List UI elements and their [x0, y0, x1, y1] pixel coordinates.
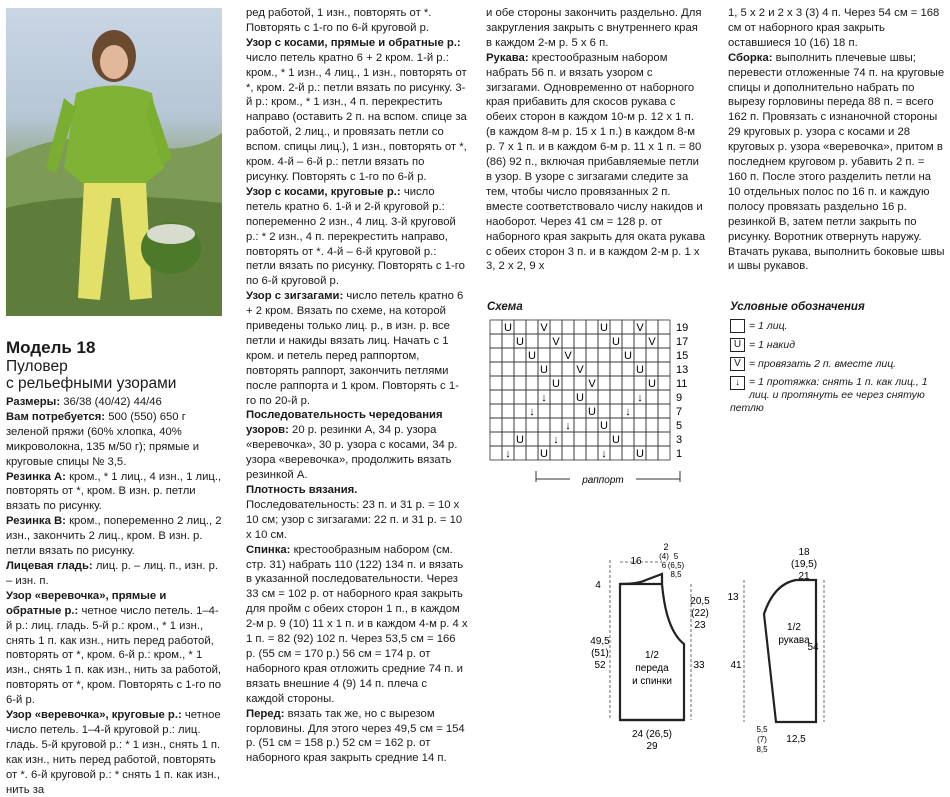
- schema-cell: [526, 320, 538, 334]
- k2tog-icon: V: [576, 364, 584, 376]
- schema-cell: [526, 390, 538, 404]
- schema-cell: [586, 418, 598, 432]
- schema-cell: [550, 362, 562, 376]
- schema-cell: [586, 362, 598, 376]
- yarn-over-icon: U: [612, 336, 620, 348]
- rope-flat-text: четное число петель. 1–4-й р.: лиц. гладь. 5-й р.: кром., * 1 изн., снять 1 п. как изн., нить перед работой, повторять от *, кром. 6-й р.: кром., * 1 изн., снять 1 п. как изн., нить за работой, повторять от *, кром. Повторять с 1-го по 6-й р.: [6, 604, 222, 707]
- sleeve-label-half: 1/2: [787, 622, 801, 633]
- schema-cell: [586, 432, 598, 446]
- garment-pattern-diagram: [586, 540, 948, 792]
- schema-cell: [538, 376, 550, 390]
- stst-text: лиц. р. – лиц. п., изн. р. – изн. п.: [6, 559, 219, 587]
- schema-cell: [658, 418, 670, 432]
- column-3: [486, 6, 706, 274]
- schema-cell: [490, 446, 502, 460]
- schema-cell: [574, 418, 586, 432]
- back-paragraph: [246, 543, 468, 707]
- schema-row-number: 1: [676, 448, 683, 460]
- schema-cell: [550, 404, 562, 418]
- schema-cell: [574, 446, 586, 460]
- column-2: [246, 6, 468, 766]
- yarn-over-icon: U: [636, 448, 644, 460]
- ribA-paragraph: [6, 470, 224, 515]
- legend-skp-text: = 1 протяжка: снять 1 п. как лиц., 1 лиц. и протянуть ее через снятую петлю: [730, 376, 928, 414]
- schema-cell: [646, 446, 658, 460]
- schema-cell: [658, 334, 670, 348]
- schema-cell: [502, 404, 514, 418]
- schema-cell: [502, 376, 514, 390]
- schema-cell: [622, 376, 634, 390]
- rope-round-text: четное число петель. 1–4-й круговой р.: лиц. гладь. 5-й круговой р.: * 1 изн., снять 1 п. как изн., нить перед работой, повторять от *. 6-й круговой р.: * снять 1 п. как изн., нить за: [6, 709, 221, 796]
- schema-cell: [562, 390, 574, 404]
- schema-cell: [490, 334, 502, 348]
- schema-cell: [490, 390, 502, 404]
- schema-cell: [574, 320, 586, 334]
- dim-side-41: 41: [730, 660, 742, 671]
- legend-item-knit: [730, 319, 940, 333]
- yarn-over-icon: U: [540, 364, 548, 376]
- legend-knit-text: = 1 лиц.: [749, 319, 788, 332]
- schema-cell: [562, 334, 574, 348]
- body-label-back: и спинки: [632, 676, 672, 687]
- yarn-over-icon: U: [612, 434, 620, 446]
- cables-round-text: число петель кратно 6. 1-й и 2-й круговой р.: попеременно 2 изн., 4 лиц. 3-й круговой р.: * 2 изн., 4 п. перекрестить направо, повторять от *. 4-й – 6-й круговой р.: петли вязать по рисунку. Повторять с 1-го по 6-й круговой р.: [246, 185, 465, 288]
- schema-cell: [502, 334, 514, 348]
- dim-height-3: 52: [594, 660, 606, 671]
- schema-cell: [490, 348, 502, 362]
- dim-sh-8-5: 8,5: [670, 570, 682, 579]
- schema-cell: [658, 404, 670, 418]
- schema-cell: [550, 418, 562, 432]
- dim-hem-1: 24 (26,5): [631, 729, 673, 740]
- schema-cell: [658, 348, 670, 362]
- schema-cell: [574, 348, 586, 362]
- k2tog-icon: V: [540, 322, 548, 334]
- back-label: Спинка:: [246, 543, 291, 556]
- gauge-text: Последовательность: 23 п. и 31 р. = 10 х 10 см; узор с зигзагами: 22 п. и 31 р. = 10 х 10 см.: [246, 498, 463, 541]
- schema-cell: [610, 404, 622, 418]
- schema-cell: [598, 334, 610, 348]
- dim-height-2: (51): [591, 648, 609, 659]
- schema-cell: [598, 376, 610, 390]
- schema-cell: [502, 432, 514, 446]
- schema-cell: [598, 432, 610, 446]
- schema-cell: [514, 376, 526, 390]
- schema-cell: [562, 432, 574, 446]
- cables-flat-paragraph: [246, 36, 468, 185]
- schema-cell: [622, 418, 634, 432]
- skp-arrow-icon: ↓: [637, 392, 643, 404]
- schema-cell: [514, 348, 526, 362]
- gauge-label: Плотность вязания.: [246, 484, 358, 496]
- schema-row-number: 11: [676, 378, 688, 390]
- rope-round-paragraph: [6, 708, 224, 797]
- ribA-text: кром., * 1 лиц., 4 изн., 1 лиц., повторять от *, кром. В изн. р. петли вязать по рисунку.: [6, 470, 222, 513]
- yarn-over-symbol-icon: U: [730, 338, 745, 352]
- yarn-over-icon: U: [516, 336, 524, 348]
- dim-sl-5-5: 5,5: [756, 725, 768, 734]
- schema-cell: [526, 362, 538, 376]
- dim-sl-8-5: 8,5: [756, 745, 768, 754]
- skp-arrow-icon: ↓: [601, 448, 607, 460]
- schema-cell: [586, 446, 598, 460]
- column-1: [6, 338, 224, 797]
- model-title: Модель 18: [6, 338, 96, 357]
- schema-cell: [622, 446, 634, 460]
- model-photo-illustration: [6, 8, 222, 316]
- schema-cell: [622, 362, 634, 376]
- schema-cell: [538, 404, 550, 418]
- legend-item-skp: [730, 376, 940, 415]
- dim-arm-2: (22): [691, 608, 709, 619]
- schema-cell: [598, 390, 610, 404]
- dim-sl-12-5: 12,5: [786, 734, 806, 745]
- schema-cell: [526, 446, 538, 460]
- schema-cell: [562, 320, 574, 334]
- legend-item-yo: [730, 338, 940, 352]
- sequence-text: 20 р. резинки А, 34 р. узора «веревочка», 30 р. узора с косами, 34 р. узора «веревочка», продолжить вязать резинкой А.: [246, 424, 458, 482]
- schema-cell: [502, 418, 514, 432]
- dim-height-1: 49,5: [590, 636, 610, 647]
- dim-sl-top-3: 21: [798, 571, 810, 582]
- zigzag-text: число петель кратно 6 + 2 кром. Вязать по схеме, на которой приведены только лиц. р., в изн. р. все петли и накиды вязать лиц. Начать с 1 кром. и петель перед раппортом, повторять раппорт, закончить петлями после раппорта и 1 кром. Повторять с 1-го по 20-й р.: [246, 290, 464, 407]
- legend-item-k2tog: [730, 357, 940, 371]
- yarn-over-icon: U: [516, 434, 524, 446]
- schema-cell: [658, 362, 670, 376]
- schema-cell: [526, 418, 538, 432]
- body-neckline: [620, 574, 662, 584]
- schema-cell: [646, 404, 658, 418]
- dim-neck-6: 6: [661, 561, 667, 570]
- ribA-label: Резинка А:: [6, 470, 66, 483]
- column-4: [728, 6, 946, 274]
- schema-cell: [658, 432, 670, 446]
- schema-title: Схема: [487, 301, 523, 313]
- schema-cell: [538, 334, 550, 348]
- dim-cap-13: 13: [727, 592, 739, 603]
- sizes-text: 36/38 (40/42) 44/46: [63, 396, 162, 408]
- schema-cell: [610, 390, 622, 404]
- dim-half-neck: 16: [630, 556, 642, 567]
- schema-cell: [598, 404, 610, 418]
- schema-cell: [514, 390, 526, 404]
- legend-yo-text: = 1 накид: [749, 338, 796, 351]
- sequence-paragraph: [246, 408, 468, 483]
- schema-row-number: 19: [676, 322, 689, 334]
- schema-cell: [586, 334, 598, 348]
- sleeve-text: крестообразным набором набрать 56 п. и вязать узором с зигзагами. Одновременно от наборного края прибавить для скосов рукава с обеих сторон в каждом 10-м р. 12 х 1 п. (в каждом 8-м р. 15 х 1 п.) в каждом 8-м р. 7 х 1 п. и в каждом 6-м р. 11 х 1 п. = 80 (86) 92 п., включая прибавляемые петли в узор. В узоре с зигзагами следите за тем, чтобы число провязанных 2 п. вместе соответствовало числу накидов и наоборот. Через 41 см = 128 р. от наборного края закрыть для оката рукава с обеих сторон 3 п. и в каждом 2-м р. 1 х 3, 2 х 2, 9 х: [486, 51, 705, 273]
- rapport-label: раппорт: [582, 475, 624, 486]
- schema-chart: [486, 316, 706, 496]
- dim-hem-2: 29: [646, 741, 658, 752]
- schema-cell: [574, 404, 586, 418]
- yarn-over-icon: U: [648, 378, 656, 390]
- ribB-paragraph: [6, 514, 224, 559]
- schema-cell: [634, 348, 646, 362]
- sizes-label: Размеры:: [6, 396, 61, 408]
- cables-flat-text: число петель кратно 6 + 2 кром. 1-й р.: кром., * 1 изн., 4 лиц., 1 изн., повторять от *, кром. 2-й р.: петли вязать по рисунку. 3-й р.: кром., * 1 изн., 4 п. перекрестить направо (оставить 2 п. на вспом. спице за работой, 2 лиц., и провязать петли со вспом. спицы лиц.), 1 изн., повторять от *, кром. 4-й – 6-й р.: петли вязать по рисунку. Повторять с 1-го по 6-й р.: [246, 51, 467, 183]
- yarn-over-icon: U: [588, 406, 596, 418]
- k2tog-icon: V: [552, 336, 560, 348]
- schema-cell: [646, 418, 658, 432]
- schema-cell: [586, 348, 598, 362]
- col3-intro: и обе стороны закончить раздельно. Для закругления закрыть с внутреннего края в каждом 2-м р. 5 х 6 п.: [486, 7, 702, 49]
- schema-cell: [562, 446, 574, 460]
- zigzag-label: Узор с зигзагами:: [246, 290, 344, 303]
- schema-cell: [526, 432, 538, 446]
- schema-cell: [502, 348, 514, 362]
- k2tog-icon: V: [648, 336, 656, 348]
- yarn-over-icon: U: [504, 322, 512, 334]
- dim-sl-54: 54: [807, 642, 819, 653]
- col4-intro: 1, 5 х 2 и 2 х 3 (3) 4 п. Через 54 см = 168 см от наборного края закрыть оставшиеся 10 (16) 18 п.: [728, 7, 940, 49]
- schema-cell: [526, 334, 538, 348]
- rope-flat-paragraph: [6, 589, 224, 708]
- schema-cell: [622, 334, 634, 348]
- dim-arm-3: 23: [694, 620, 706, 631]
- schema-cell: [586, 320, 598, 334]
- dim-arm-1: 20,5: [690, 596, 710, 607]
- legend-title: Условные обозначения: [730, 301, 865, 313]
- schema-cell: [610, 446, 622, 460]
- cables-round-label: Узор с косами, круговые р.:: [246, 185, 401, 198]
- dim-neck-4: (4): [659, 552, 669, 561]
- schema-cell: [490, 432, 502, 446]
- schema-cell: [562, 404, 574, 418]
- schema-cell: [574, 432, 586, 446]
- schema-cell: [538, 418, 550, 432]
- ribB-text: кром., попеременно 2 лиц., 2 изн., закончить 2 лиц., кром. В изн. р. петли вязать по рисунку.: [6, 515, 222, 558]
- dim-sl-7: (7): [757, 735, 767, 744]
- ribB-label: Резинка В:: [6, 515, 66, 528]
- skp-arrow-icon: ↓: [505, 448, 511, 460]
- skp-arrow-icon: ↓: [529, 406, 535, 418]
- assembly-paragraph: [728, 51, 946, 275]
- schema-cell: [610, 348, 622, 362]
- schema-cell: [622, 320, 634, 334]
- schema-cell: [574, 376, 586, 390]
- needed-label: Вам потребуется:: [6, 410, 106, 423]
- dim-sl-top-1: 18: [798, 547, 810, 558]
- schema-cell: [502, 362, 514, 376]
- schema-cell: [622, 432, 634, 446]
- yarn-over-icon: U: [624, 350, 632, 362]
- schema-cell: [646, 348, 658, 362]
- yarn-over-icon: U: [600, 420, 608, 432]
- dim-left-4: 4: [595, 580, 601, 591]
- col2-intro: ред работой, 1 изн., повторять от *. Повторять с 1-го по 6-й круговой р.: [246, 7, 432, 34]
- schema-cell: [634, 334, 646, 348]
- schema-cell: [514, 320, 526, 334]
- cables-round-paragraph: [246, 185, 468, 289]
- yarn-over-icon: U: [636, 364, 644, 376]
- yarn-over-icon: U: [540, 448, 548, 460]
- schema-cell: [574, 334, 586, 348]
- schema-cell: [514, 446, 526, 460]
- schema-cell: [490, 376, 502, 390]
- k2tog-icon: V: [588, 378, 596, 390]
- front-label: Перед:: [246, 707, 285, 720]
- schema-cell: [514, 362, 526, 376]
- model-subtitle-2: с рельефными узорами: [6, 375, 177, 392]
- schema-cell: [550, 348, 562, 362]
- skp-arrow-icon: ↓: [553, 434, 559, 446]
- skp-symbol-icon: ↓: [730, 376, 745, 390]
- schema-cell: [514, 404, 526, 418]
- schema-cell: [646, 432, 658, 446]
- schema-row-number: 9: [676, 392, 683, 404]
- schema-cell: [562, 376, 574, 390]
- schema-cell: [502, 390, 514, 404]
- legend-k2tog-text: = провязать 2 п. вместе лиц.: [749, 357, 897, 370]
- schema-cell: [646, 362, 658, 376]
- schema-row-number: 15: [676, 350, 689, 362]
- schema-cell: [538, 348, 550, 362]
- schema-cell: [658, 390, 670, 404]
- schema-cell: [550, 446, 562, 460]
- back-text: крестообразным набором (см. стр. 31) набрать 110 (122) 134 п. и вязать в указанной последовательности. Через 33 см = 102 р. от наборного края закрыть для пройм с обеих сторон 1 п., в каждом 2-м р. 9 (10) 11 х 1 п. и в каждом 4-м р. 4 х 1 п. = 82 (92) 102 п. Через 53,5 см = 166 р. (55 см = 170 р.) 56 см = 174 р. от наборного края отложить средние 74 п. и вязать внешние 4 (9) 14 п. плеча с каждой стороны.: [246, 543, 468, 705]
- schema-cell: [514, 418, 526, 432]
- assembly-text: выполнить плечевые швы; перевести отложенные 74 п. на круговые спицы и дополнительно набрать по вырезу горловины переда 88 п. = всего 162 п. Провязать с изнаночной стороны 29 круговых р. узора с косами и 28 круговых р. узора «веревочка», притом в последнем круговом р. убавить 2 п. = 160 п. После этого разделить петли на 10 отдельных полос по 16 п. и каждую полосу провязать раздельно 16 р. резинкой В, затем петли закрыть по рисунку. Воротник отвернуть наружу. Втачать рукава, выполнить боковые швы и швы рукавов.: [728, 51, 945, 273]
- sleeve-label: Рукава:: [486, 51, 529, 64]
- dim-sl-top-2: (19,5): [790, 559, 818, 570]
- schema-cell: [610, 376, 622, 390]
- yarn-over-icon: U: [600, 322, 608, 334]
- cables-flat-label: Узор с косами, прямые и обратные р.:: [246, 36, 461, 49]
- stst-label: Лицевая гладь:: [6, 559, 93, 572]
- rope-round-label: Узор «веревочка», круговые р.:: [6, 709, 182, 722]
- body-label-half: 1/2: [645, 650, 659, 661]
- schema-cell: [526, 376, 538, 390]
- skp-arrow-icon: ↓: [565, 420, 571, 432]
- sizes-paragraph: [6, 395, 224, 410]
- schema-cell: [646, 390, 658, 404]
- schema-row-number: 13: [676, 364, 689, 376]
- dim-side-33: 33: [693, 660, 705, 671]
- k2tog-symbol-icon: V: [730, 357, 745, 371]
- knit-symbol-icon: [730, 319, 745, 333]
- dim-neck-depth: 2: [663, 542, 669, 552]
- sleeve-label-sleeve: рукава: [778, 635, 810, 646]
- schema-row-number: 17: [676, 336, 689, 348]
- schema-cell: [646, 320, 658, 334]
- rope-flat-label: Узор «веревочка», прямые и обратные р.:: [6, 589, 167, 617]
- schema-cell: [586, 390, 598, 404]
- schema-cell: [490, 362, 502, 376]
- k2tog-icon: V: [564, 350, 572, 362]
- model-photo: [6, 8, 222, 316]
- schema-row-number: 7: [676, 406, 683, 418]
- schema-cell: [490, 404, 502, 418]
- schema-cell: [658, 320, 670, 334]
- schema-cell: [610, 362, 622, 376]
- yarn-over-icon: U: [528, 350, 536, 362]
- schema-cell: [634, 376, 646, 390]
- yarn-over-icon: U: [576, 392, 584, 404]
- schema-cell: [490, 418, 502, 432]
- zigzag-paragraph: [246, 289, 468, 408]
- schema-cell: [634, 418, 646, 432]
- schema-cell: [610, 320, 622, 334]
- schema-cell: [490, 320, 502, 334]
- schema-cell: [622, 390, 634, 404]
- schema-cell: [610, 418, 622, 432]
- needed-text: 500 (550) 650 г зеленой пряжи (60% хлопка, 40% микроволокна, 135 м/50 г); прямые и круговые спицы № 3,5.: [6, 410, 200, 468]
- schema-cell: [658, 446, 670, 460]
- skp-arrow-icon: ↓: [541, 392, 547, 404]
- schema-row-number: 5: [676, 420, 683, 432]
- schema-cell: [598, 362, 610, 376]
- assembly-label: Сборка:: [728, 51, 773, 64]
- schema-cell: [634, 432, 646, 446]
- schema-cell: [562, 362, 574, 376]
- schema-cell: [598, 348, 610, 362]
- schema-cell: [550, 390, 562, 404]
- front-text: вязать так же, но с вырезом горловины. Для этого через 49,5 см = 154 р. (51 см = 158 р.) 52 см = 162 р. от наборного края закрыть средние 14 п.: [246, 707, 465, 765]
- dim-sh-6-5: (6,5): [667, 561, 685, 570]
- skp-arrow-icon: ↓: [625, 406, 631, 418]
- model-subtitle-1: Пуловер: [6, 358, 68, 375]
- sleeve-paragraph: [486, 51, 706, 275]
- schema-cell: [550, 320, 562, 334]
- front-paragraph: [246, 707, 468, 767]
- needed-paragraph: [6, 410, 224, 470]
- schema-cell: [658, 376, 670, 390]
- stst-paragraph: [6, 559, 224, 589]
- yarn-over-icon: U: [552, 378, 560, 390]
- schema-cell: [634, 404, 646, 418]
- dim-sh-5: 5: [673, 552, 679, 561]
- sequence-label: Последовательность чередования узоров:: [246, 409, 443, 437]
- schema-cell: [538, 432, 550, 446]
- gauge-paragraph: [246, 483, 468, 543]
- schema-row-number: 3: [676, 434, 683, 446]
- body-label-front: переда: [635, 663, 669, 674]
- k2tog-icon: V: [636, 322, 644, 334]
